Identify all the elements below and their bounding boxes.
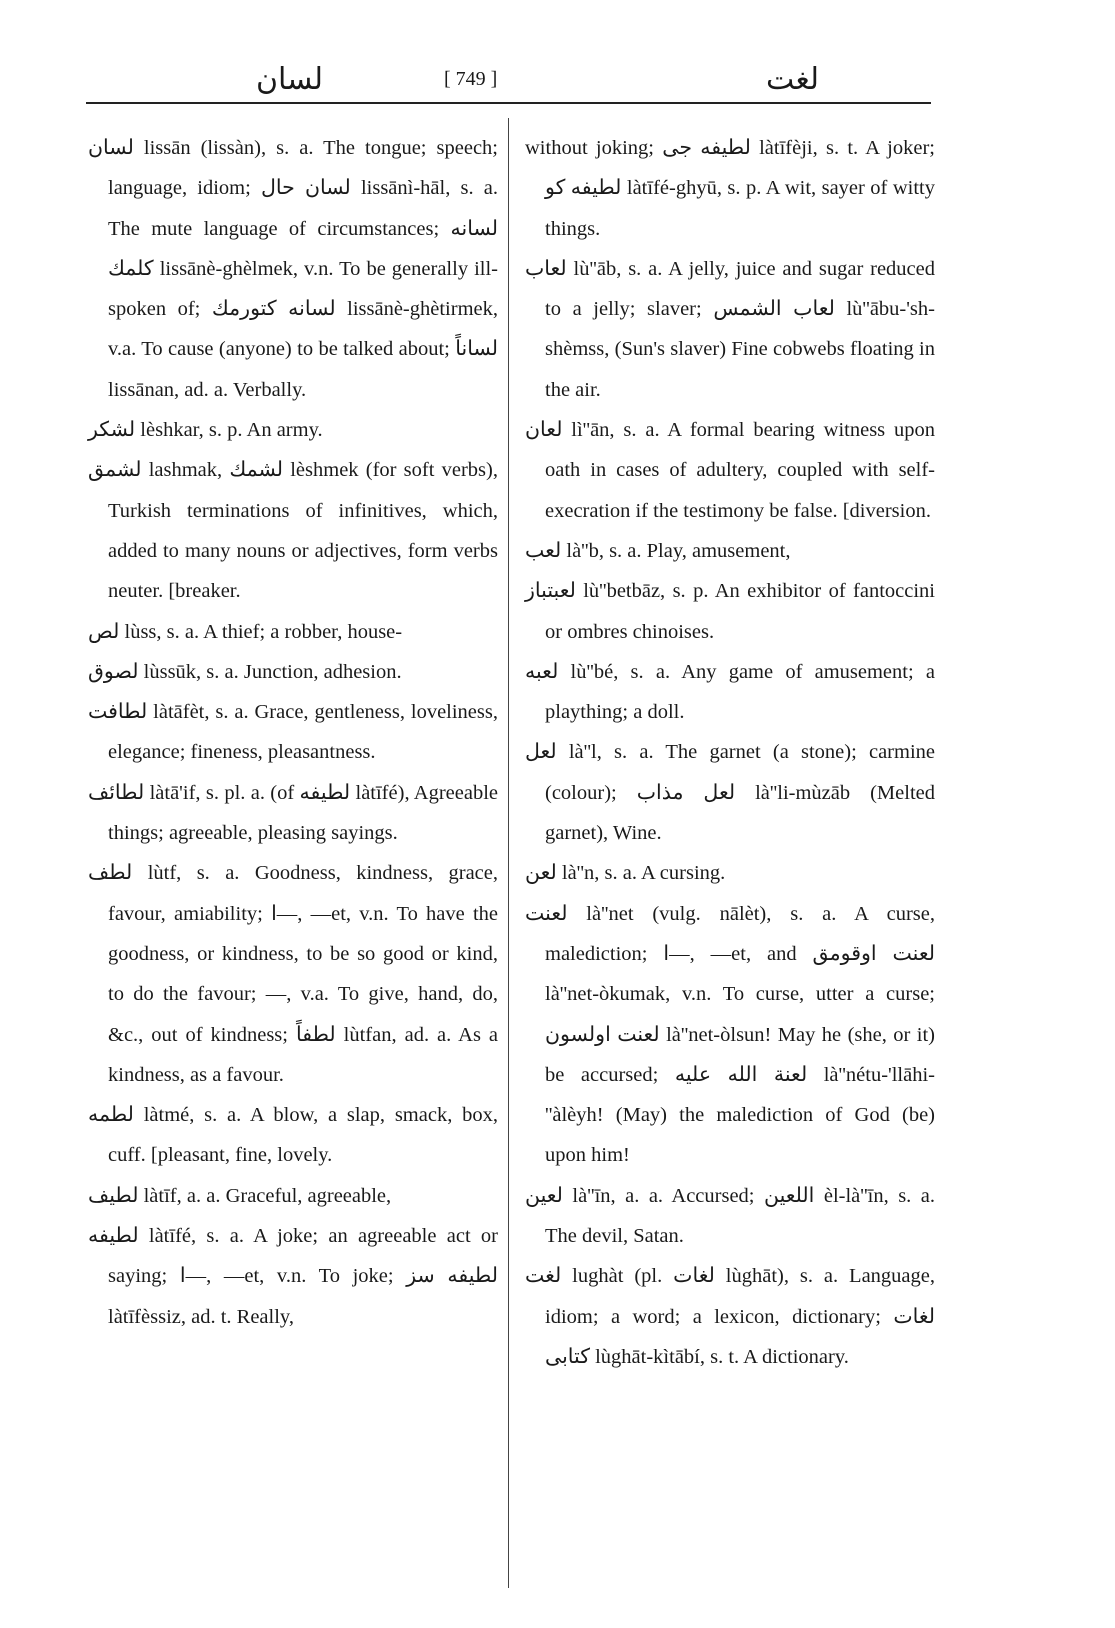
dictionary-entry: without joking; لطيفه جى làtīfèji, s. t. A joker; لطيفه كو làtīfé-ghyū, s. p. A wit, sayer of witty things. (525, 137, 935, 240)
dictionary-entry: لعب là''b, s. a. Play, amusement, (525, 539, 791, 562)
dictionary-entry: لسان lissān (lissàn), s. a. The tongue; speech; language, idiom; لسان حال lissānì-hāl, s. a. The mute language of circumstances; لسانه كلمك lissānè-ghèlmek, v.n. To be generally ill-spoken of; لسانه كتورمك lissānè-ghètirmek, v.a. To cause (anyone) to be talked about; لساناً lissānan, ad. a. Verbally. (88, 137, 498, 401)
dictionary-entry: لغت lughàt (pl. لغات lùghāt), s. a. Language, idiom; a word; a lexicon, dictionary; لغات كتابى lùghāt-kìtābí, s. t. A dictionary. (525, 1265, 936, 1368)
right-column (525, 128, 935, 1377)
page-number: [ 749 ] (444, 68, 498, 90)
dictionary-entry: لطف lùtf, s. a. Goodness, kindness, grace, favour, amiability; ا—, —et, v.n. To have the goodness, or kindness, to be so good or kind, to do the favour; —, v.a. To give, hand, do, &c., out of kindness; لطفاً lùtfan, ad. a. As a kindness, as a favour. (88, 862, 499, 1086)
dictionary-entry: لعل là''l, s. a. The garnet (a stone); carmine (colour); لعل مذاب là''li-mùzāb (Melted garnet), Wine. (525, 741, 935, 845)
dictionary-entry: لصوق lùssūk, s. a. Junction, adhesion. (88, 660, 402, 683)
dictionary-entry: لطيف làtīf, a. a. Graceful, agreeable, (88, 1184, 392, 1207)
dictionary-entry: لعان lì''ān, s. a. A formal bearing witness upon oath in cases of adultery, coupled with self-execration if the testimony be false. [diversion. (525, 419, 935, 522)
dictionary-entry: لعنت là''net (vulg. nālèt), s. a. A curse, malediction; ا—, —et, and لعنت اوقومق là''net-òkumak, v.n. To curse, utter a curse; لعنت اولسون là''net-òlsun! May he (she, or it) be accursed; لعنة الله عليه là''nétu-'llāhi-''àlèyh! (May) the malediction of God (be) upon him! (525, 902, 935, 1167)
header-rule (86, 102, 931, 104)
dictionary-entry: لطيفه làtīfé, s. a. A joke; an agreeable act or saying; ا—, —et, v.n. To joke; لطيفه سز làtīfèssiz, ad. t. Really, (88, 1225, 498, 1328)
dictionary-entry: لعبتباز lù''betbāz, s. p. An exhibitor of fantoccini or ombres chinoises. (525, 580, 935, 643)
dictionary-entry: لطائف làtā'if, s. pl. a. (of لطيفه làtīfé), Agreeable things; agreeable, pleasing sayings. (88, 781, 498, 845)
page-header (86, 62, 931, 106)
dictionary-entry: لعاب lù''āb, s. a. A jelly, juice and sugar reduced to a jelly; slaver; لعاب الشمس lù''ābu-'sh-shèmss, (Sun's slaver) Fine cobwebs floating in the air. (525, 257, 935, 401)
dictionary-entry: لعين là''īn, a. a. Accursed; اللعين èl-là''īn, s. a. The devil, Satan. (525, 1184, 936, 1248)
left-column (88, 128, 498, 1337)
dictionary-entry: لعن là''n, s. a. A cursing. (525, 862, 726, 885)
dictionary-entry: لعبه lù''bé, s. a. Any game of amusement; a plaything; a doll. (525, 660, 935, 724)
dictionary-entry: لطافت làtāfèt, s. a. Grace, gentleness, loveliness, elegance; fineness, pleasantness. (88, 701, 498, 764)
dictionary-entry: لشكر lèshkar, s. p. An army. (88, 419, 323, 442)
dictionary-entry: لص lùss, s. a. A thief; a robber, house- (88, 620, 403, 643)
column-divider (508, 118, 509, 1588)
dictionary-entry: لشمق lashmak, لشمك lèshmek (for soft verbs), Turkish terminations of infinitives, which, added to many nouns or adjectives, form verbs neuter. [breaker. (88, 459, 498, 603)
right-running-headword: لغت (766, 62, 820, 97)
dictionary-entry: لطمه làtmé, s. a. A blow, a slap, smack, box, cuff. [pleasant, fine, lovely. (88, 1104, 498, 1167)
left-running-headword: لسان (256, 62, 324, 97)
